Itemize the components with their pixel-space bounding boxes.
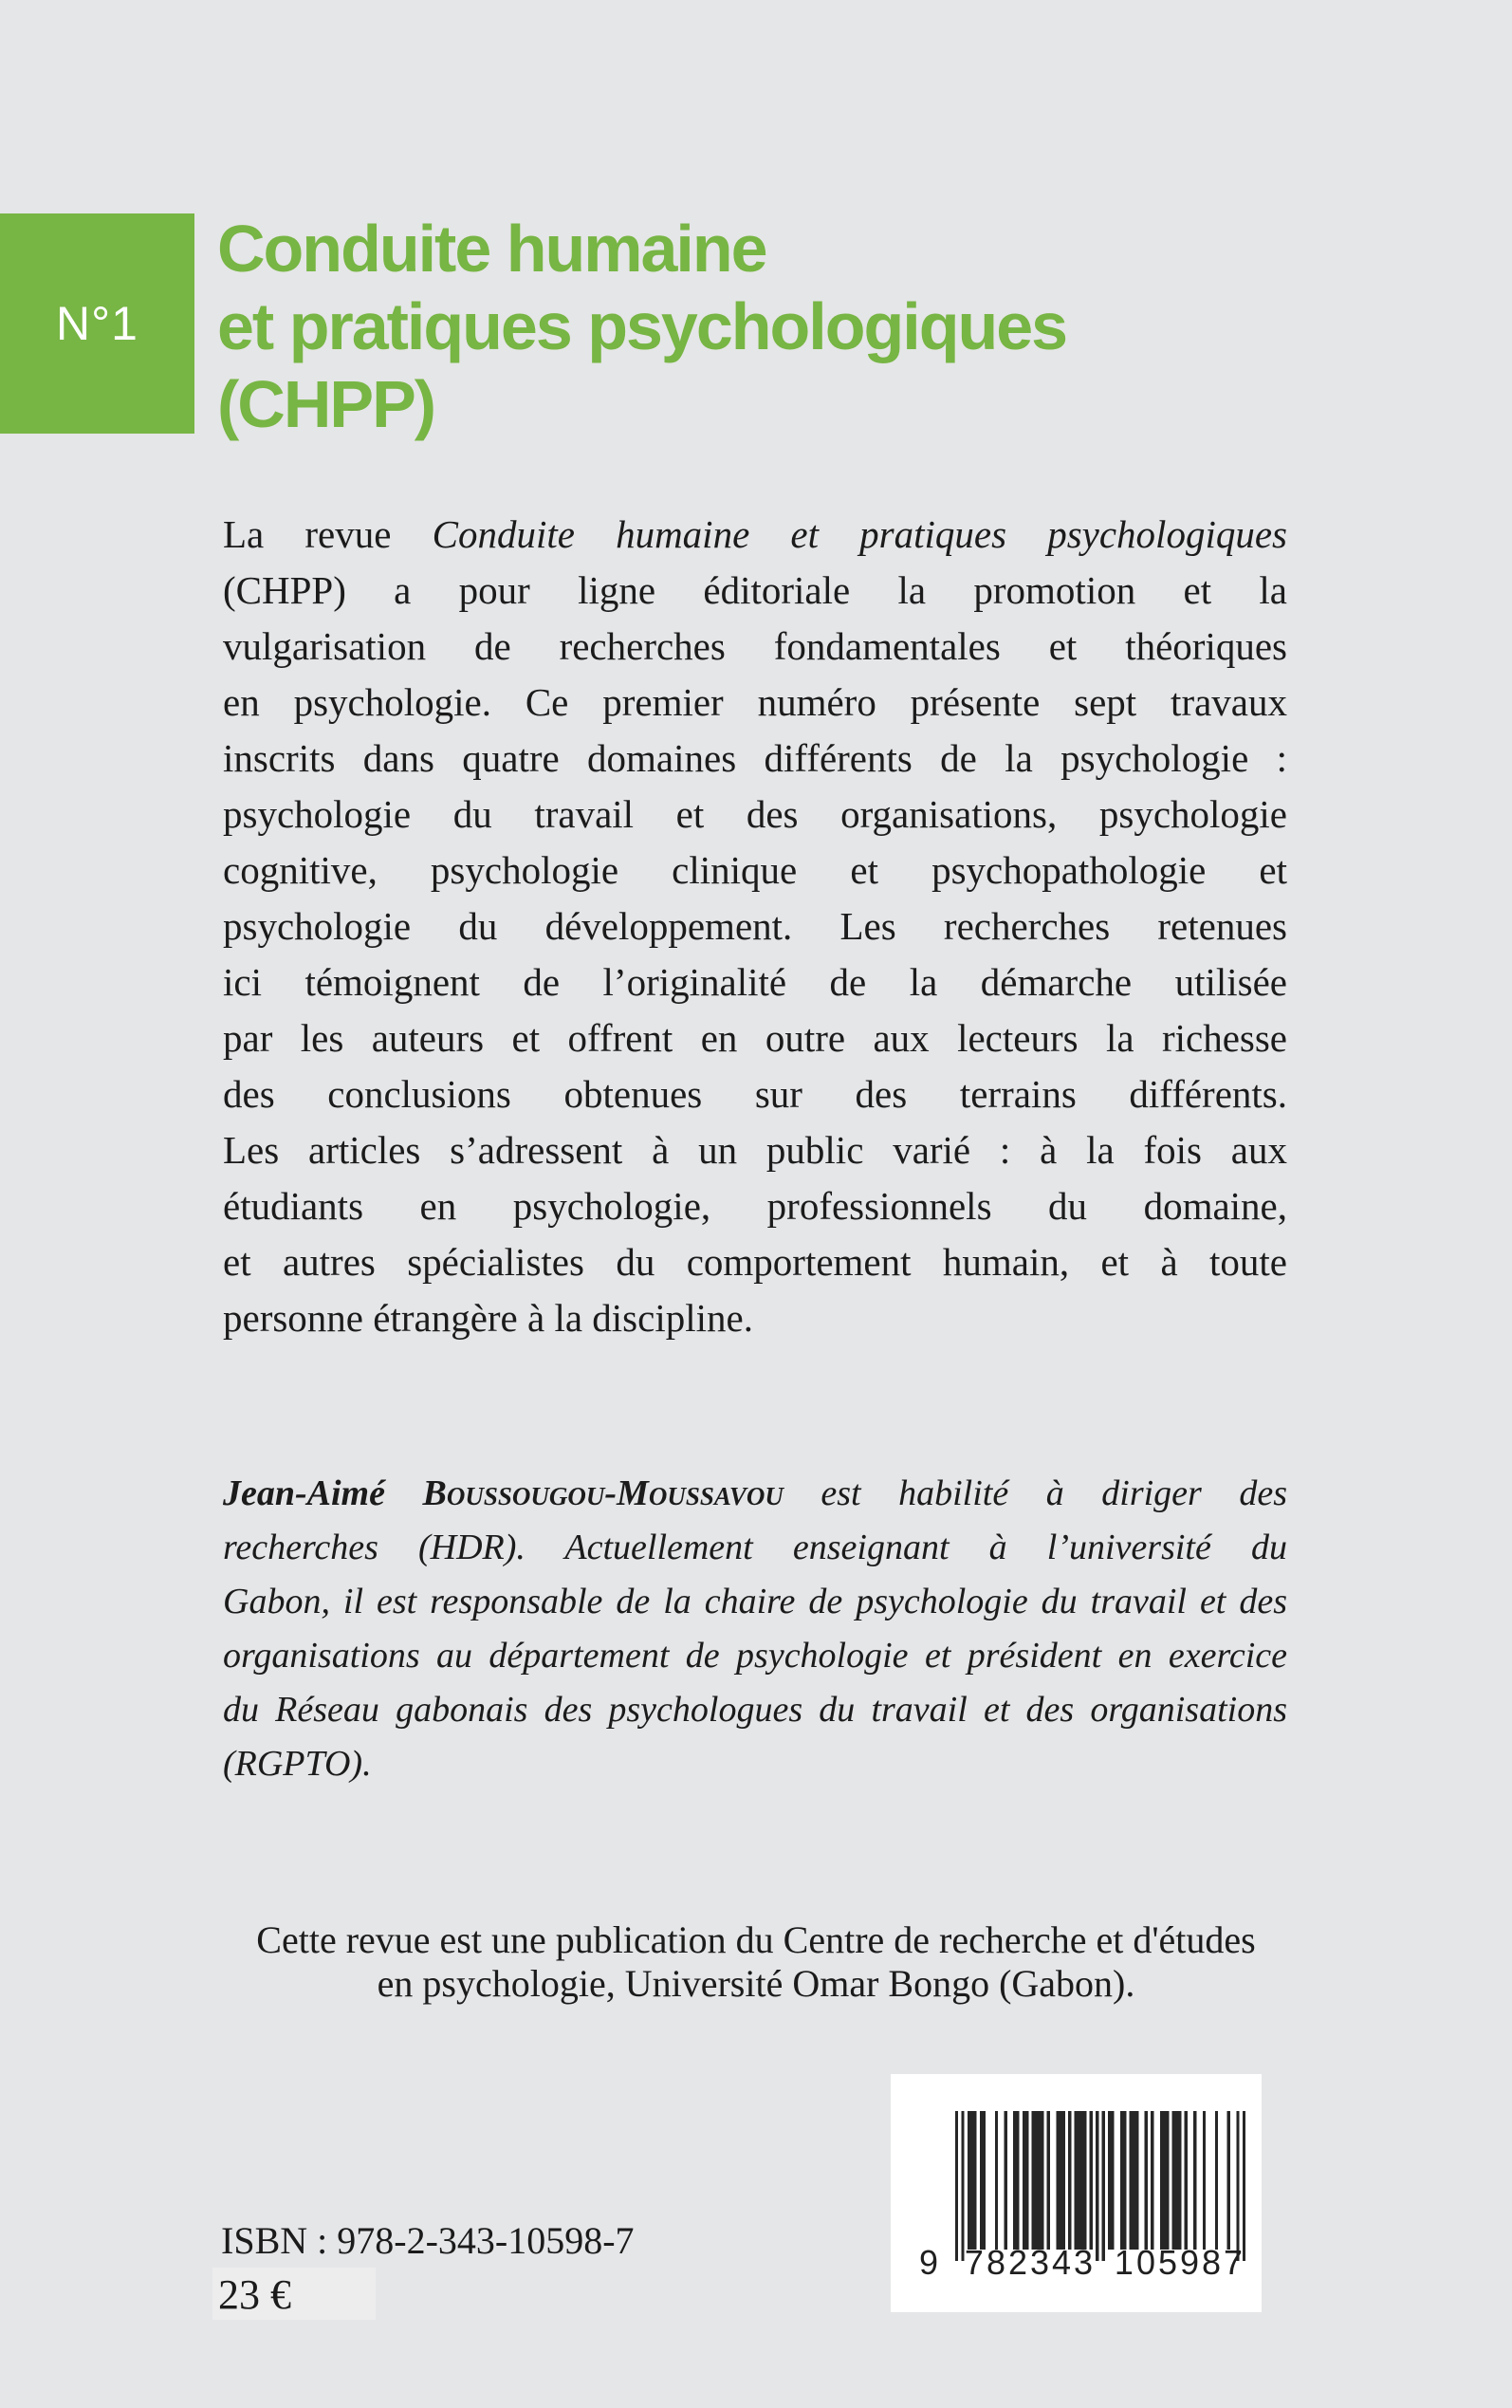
text-line: cognitive, psychologie clinique et psychopathologie et <box>223 848 1287 892</box>
journal-title <box>217 210 1355 443</box>
text-line: psychologie du développement. Les recherches retenues <box>223 904 1287 948</box>
text-line: vulgarisation de recherches fondamentales et théoriques <box>223 624 1287 668</box>
text-line: Cette revue est une publication du Centre de recherche et d'études <box>256 1918 1256 1961</box>
text-line: du Réseau gabonais des psychologues du travail et des organisations <box>223 1690 1287 1730</box>
text-line: inscrits dans quatre domaines différents de la psychologie : <box>223 736 1287 780</box>
text-line: Les articles s’adressent à un public varié : à la fois aux <box>223 1128 1287 1172</box>
price-label: 23 € <box>218 2271 291 2318</box>
text-line: Conduite humaine <box>217 212 766 286</box>
text-line: (CHPP) a pour ligne éditoriale la promotion et la <box>223 568 1287 612</box>
barcode-panel <box>891 2074 1262 2312</box>
text-line: ici témoignent de l’originalité de la démarche utilisée <box>223 960 1287 1004</box>
text-line: La revue Conduite humaine et pratiques psychologiques <box>223 512 1287 556</box>
text-line: en psychologie, Université Omar Bongo (Gabon). <box>377 1962 1135 2005</box>
barcode-digits-group1: 782343 <box>964 2243 1097 2282</box>
issue-badge-label: N°1 <box>56 297 138 350</box>
barcode-digits-group2: 105987 <box>1114 2243 1246 2282</box>
text-line: recherches (HDR). Actuellement enseignant à l’université du <box>223 1528 1287 1567</box>
author-bio-paragraph <box>223 1467 1287 1791</box>
text-line: Jean-Aimé Boussougou-Moussavou est habilité à diriger des <box>223 1473 1287 1513</box>
publisher-note <box>128 1918 1384 2006</box>
synopsis-paragraph <box>223 507 1287 1346</box>
text-line: (CHPP) <box>217 367 435 441</box>
text-line: en psychologie. Ce premier numéro présente sept travaux <box>223 680 1287 724</box>
text-line: étudiants en psychologie, professionnels du domaine, <box>223 1184 1287 1228</box>
text-line: (RGPTO). <box>223 1744 372 1784</box>
text-line: organisations au département de psychologie et président en exercice <box>223 1636 1287 1676</box>
issue-badge <box>0 213 194 434</box>
text-line: psychologie du travail et des organisations, psychologie <box>223 792 1287 836</box>
text-line: des conclusions obtenues sur des terrains différents. <box>223 1072 1287 1116</box>
barcode-digit-first: 9 <box>919 2243 939 2282</box>
text-line: et pratiques psychologiques <box>217 289 1067 363</box>
text-line: et autres spécialistes du comportement humain, et à toute <box>223 1240 1287 1284</box>
text-line: personne étrangère à la discipline. <box>223 1296 753 1340</box>
barcode-svg <box>955 2111 1245 2265</box>
text-line: par les auteurs et offrent en outre aux lecteurs la richesse <box>223 1016 1287 1060</box>
text-line: Gabon, il est responsable de la chaire de psychologie du travail et des <box>223 1582 1287 1621</box>
isbn-label: ISBN : 978-2-343-10598-7 <box>221 2219 635 2262</box>
